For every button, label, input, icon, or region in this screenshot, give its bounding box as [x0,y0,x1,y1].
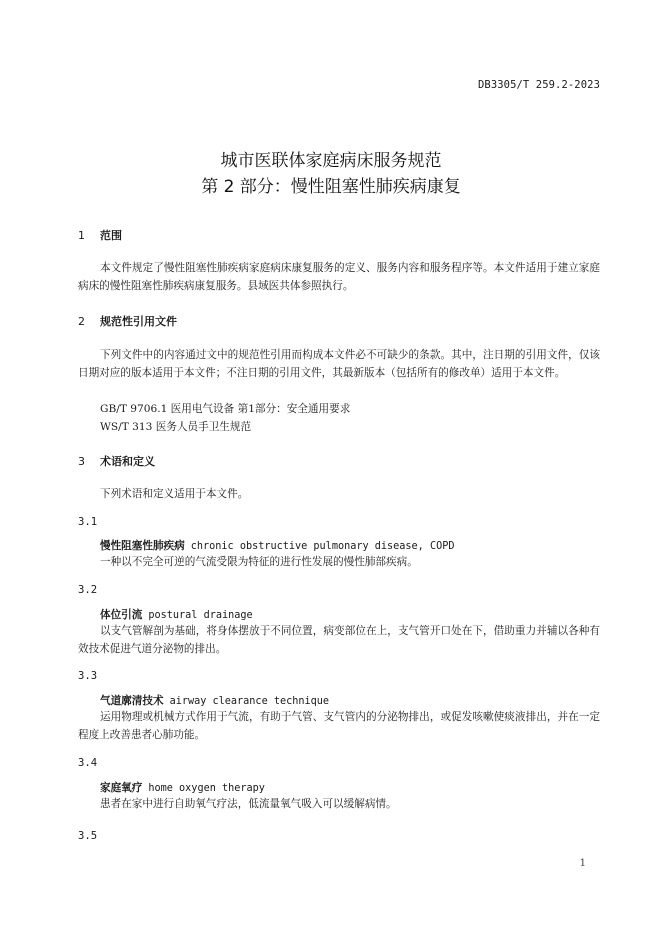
section-heading [78,453,155,469]
term-definition: 以支气管解剖为基础，将身体摆放于不同位置，病变部位在上，支气管开口处在下，借助重力并辅以各种有效技术促进气道分泌物的排出。 [78,625,600,655]
section-number: 3 [78,455,85,468]
document-code: DB3305/T 259.2-2023 [477,79,600,91]
section-number: 2 [78,315,85,328]
term-zh: 慢性阻塞性肺疾病 [100,540,185,552]
term-number: 3.1 [78,516,98,528]
document-title: 城市医联体家庭病床服务规范 [220,151,442,171]
term-en: chronic obstructive pulmonary disease, COPD [190,541,455,552]
term-en: postural drainage [148,610,253,621]
term-en: home oxygen therapy [148,783,265,794]
term [100,780,265,795]
term [100,693,329,708]
term-definition: 患者在家中进行自助氧气疗法，低流量氧气吸入可以缓解病情。 [100,798,397,810]
reference-item: GB/T 9706.1 医用电气设备 第1部分：安全通用要求 [100,403,351,415]
term-zh: 家庭氧疗 [100,782,143,794]
term-number: 3.3 [78,670,98,682]
section-heading [78,227,122,243]
section-title: 范围 [100,229,122,242]
term-zh: 体位引流 [100,609,143,621]
section-number: 1 [78,229,85,242]
paragraph: 本文件规定了慢性阻塞性肺疾病家庭病床康复服务的定义、服务内容和服务程序等。本文件适用于建立家庭病床的慢性阻塞性肺疾病康复服务。县域医共体参照执行。 [78,262,600,292]
term-definition: 一种以不完全可逆的气流受限为特征的进行性发展的慢性肺部疾病。 [100,556,418,568]
term-definition: 运用物理或机械方式作用于气流，有助于气管、支气管内的分泌物排出，或促发咳嗽使痰液排出，并在一定程度上改善患者心肺功能。 [78,711,600,741]
term-number: 3.4 [78,757,98,769]
reference-item: WS/T 313 医务人员手卫生规范 [100,421,252,433]
document-subtitle: 第 2 部分：慢性阻塞性肺疾病康复 [201,177,461,197]
term [100,607,253,622]
section-title: 术语和定义 [100,455,155,468]
term-zh: 气道廓清技术 [100,695,164,707]
term-number: 3.5 [78,830,98,842]
section-heading [78,313,177,329]
paragraph: 下列术语和定义适用于本文件。 [100,488,249,500]
page-number: 1 [579,858,586,869]
term-en: airway clearance technique [169,696,330,707]
term-number: 3.2 [78,584,98,596]
term [100,538,455,553]
paragraph: 下列文件中的内容通过文中的规范性引用而构成本文件必不可缺少的条款。其中，注日期的引用文件，仅该日期对应的版本适用于本文件；不注日期的引用文件，其最新版本（包括所有的修改单）适用于本文件。 [78,349,600,379]
section-title: 规范性引用文件 [100,315,177,328]
